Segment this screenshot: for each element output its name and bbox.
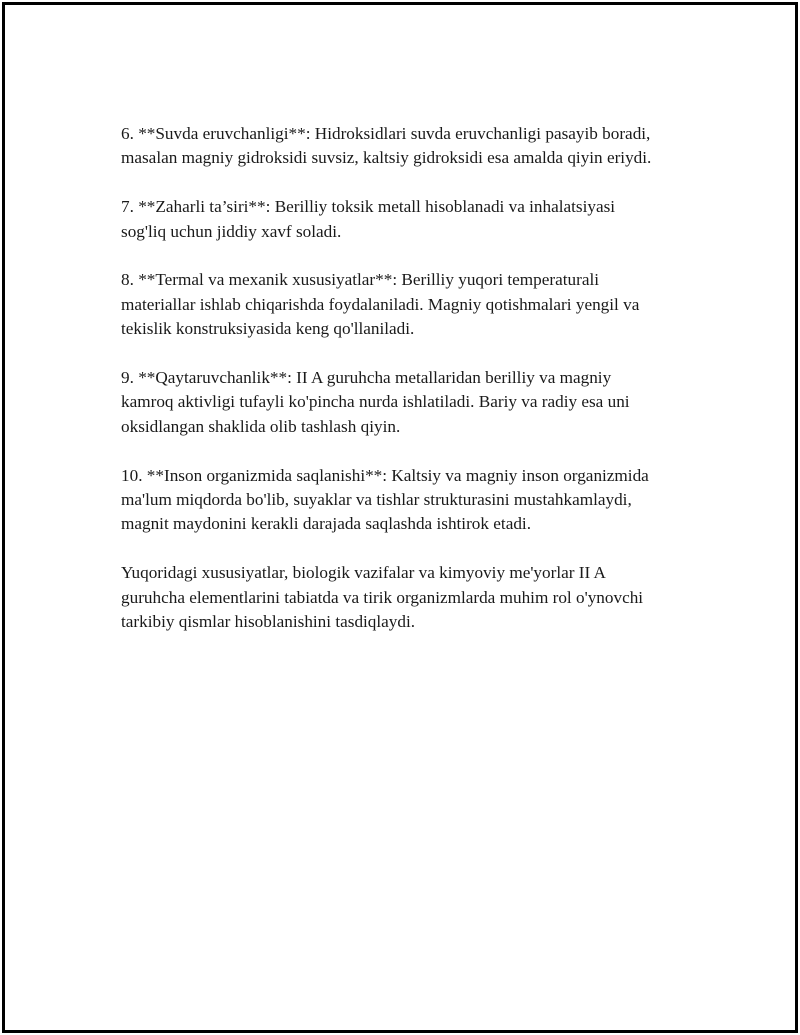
paragraph-item-6: 6. **Suvda eruvchanligi**: Hidroksidlari suvda eruvchanligi pasayib boradi, masalan magniy gidroksidi suvsiz, kaltsiy gidroksidi esa amalda qiyin eriydi. xyxy=(121,124,652,168)
paragraph-item-10: 10. **Inson organizmida saqlanishi**: Kaltsiy va magniy inson organizmida ma'lum miqdorda bo'lib, suyaklar va tishlar strukturasini mustahkamlaydi, magnit maydonini kerakli darajada saqlashda ishtirok etadi. xyxy=(121,465,649,534)
paragraph-item-9: 9. **Qaytaruvchanlik**: II A guruhcha metallaridan berilliy va magniy kamroq aktivligi tufayli ko'pincha nurda ishlatiladi. Bariy va radiy esa uni oksidlangan shaklida olib tashlash qiyin. xyxy=(121,368,630,436)
conclusion-paragraph: Yuqoridagi xususiyatlar, biologik vazifalar va kimyoviy me'yorlar II A guruhcha elementlarini tabiatda va tirik organizmlarda muhim rol o'ynovchi tarkibiy qismlar hisoblanishini tasdiqlaydi. xyxy=(121,563,644,632)
page-content xyxy=(121,122,701,659)
paragraph-item-8: 8. **Termal va mexanik xususiyatlar**: Berilliy yuqori temperaturali materiallar ishlab chiqarishda foydalaniladi. Magniy qotishmalari yengil va tekislik konstruksiyasida keng qo'llaniladi. xyxy=(121,270,640,339)
page-frame xyxy=(2,2,798,1033)
paragraph-item-7: 7. **Zaharli ta’siri**: Berilliy toksik metall hisoblanadi va inhalatsiyasi sog'liq uchun jiddiy xavf soladi. xyxy=(121,197,616,241)
